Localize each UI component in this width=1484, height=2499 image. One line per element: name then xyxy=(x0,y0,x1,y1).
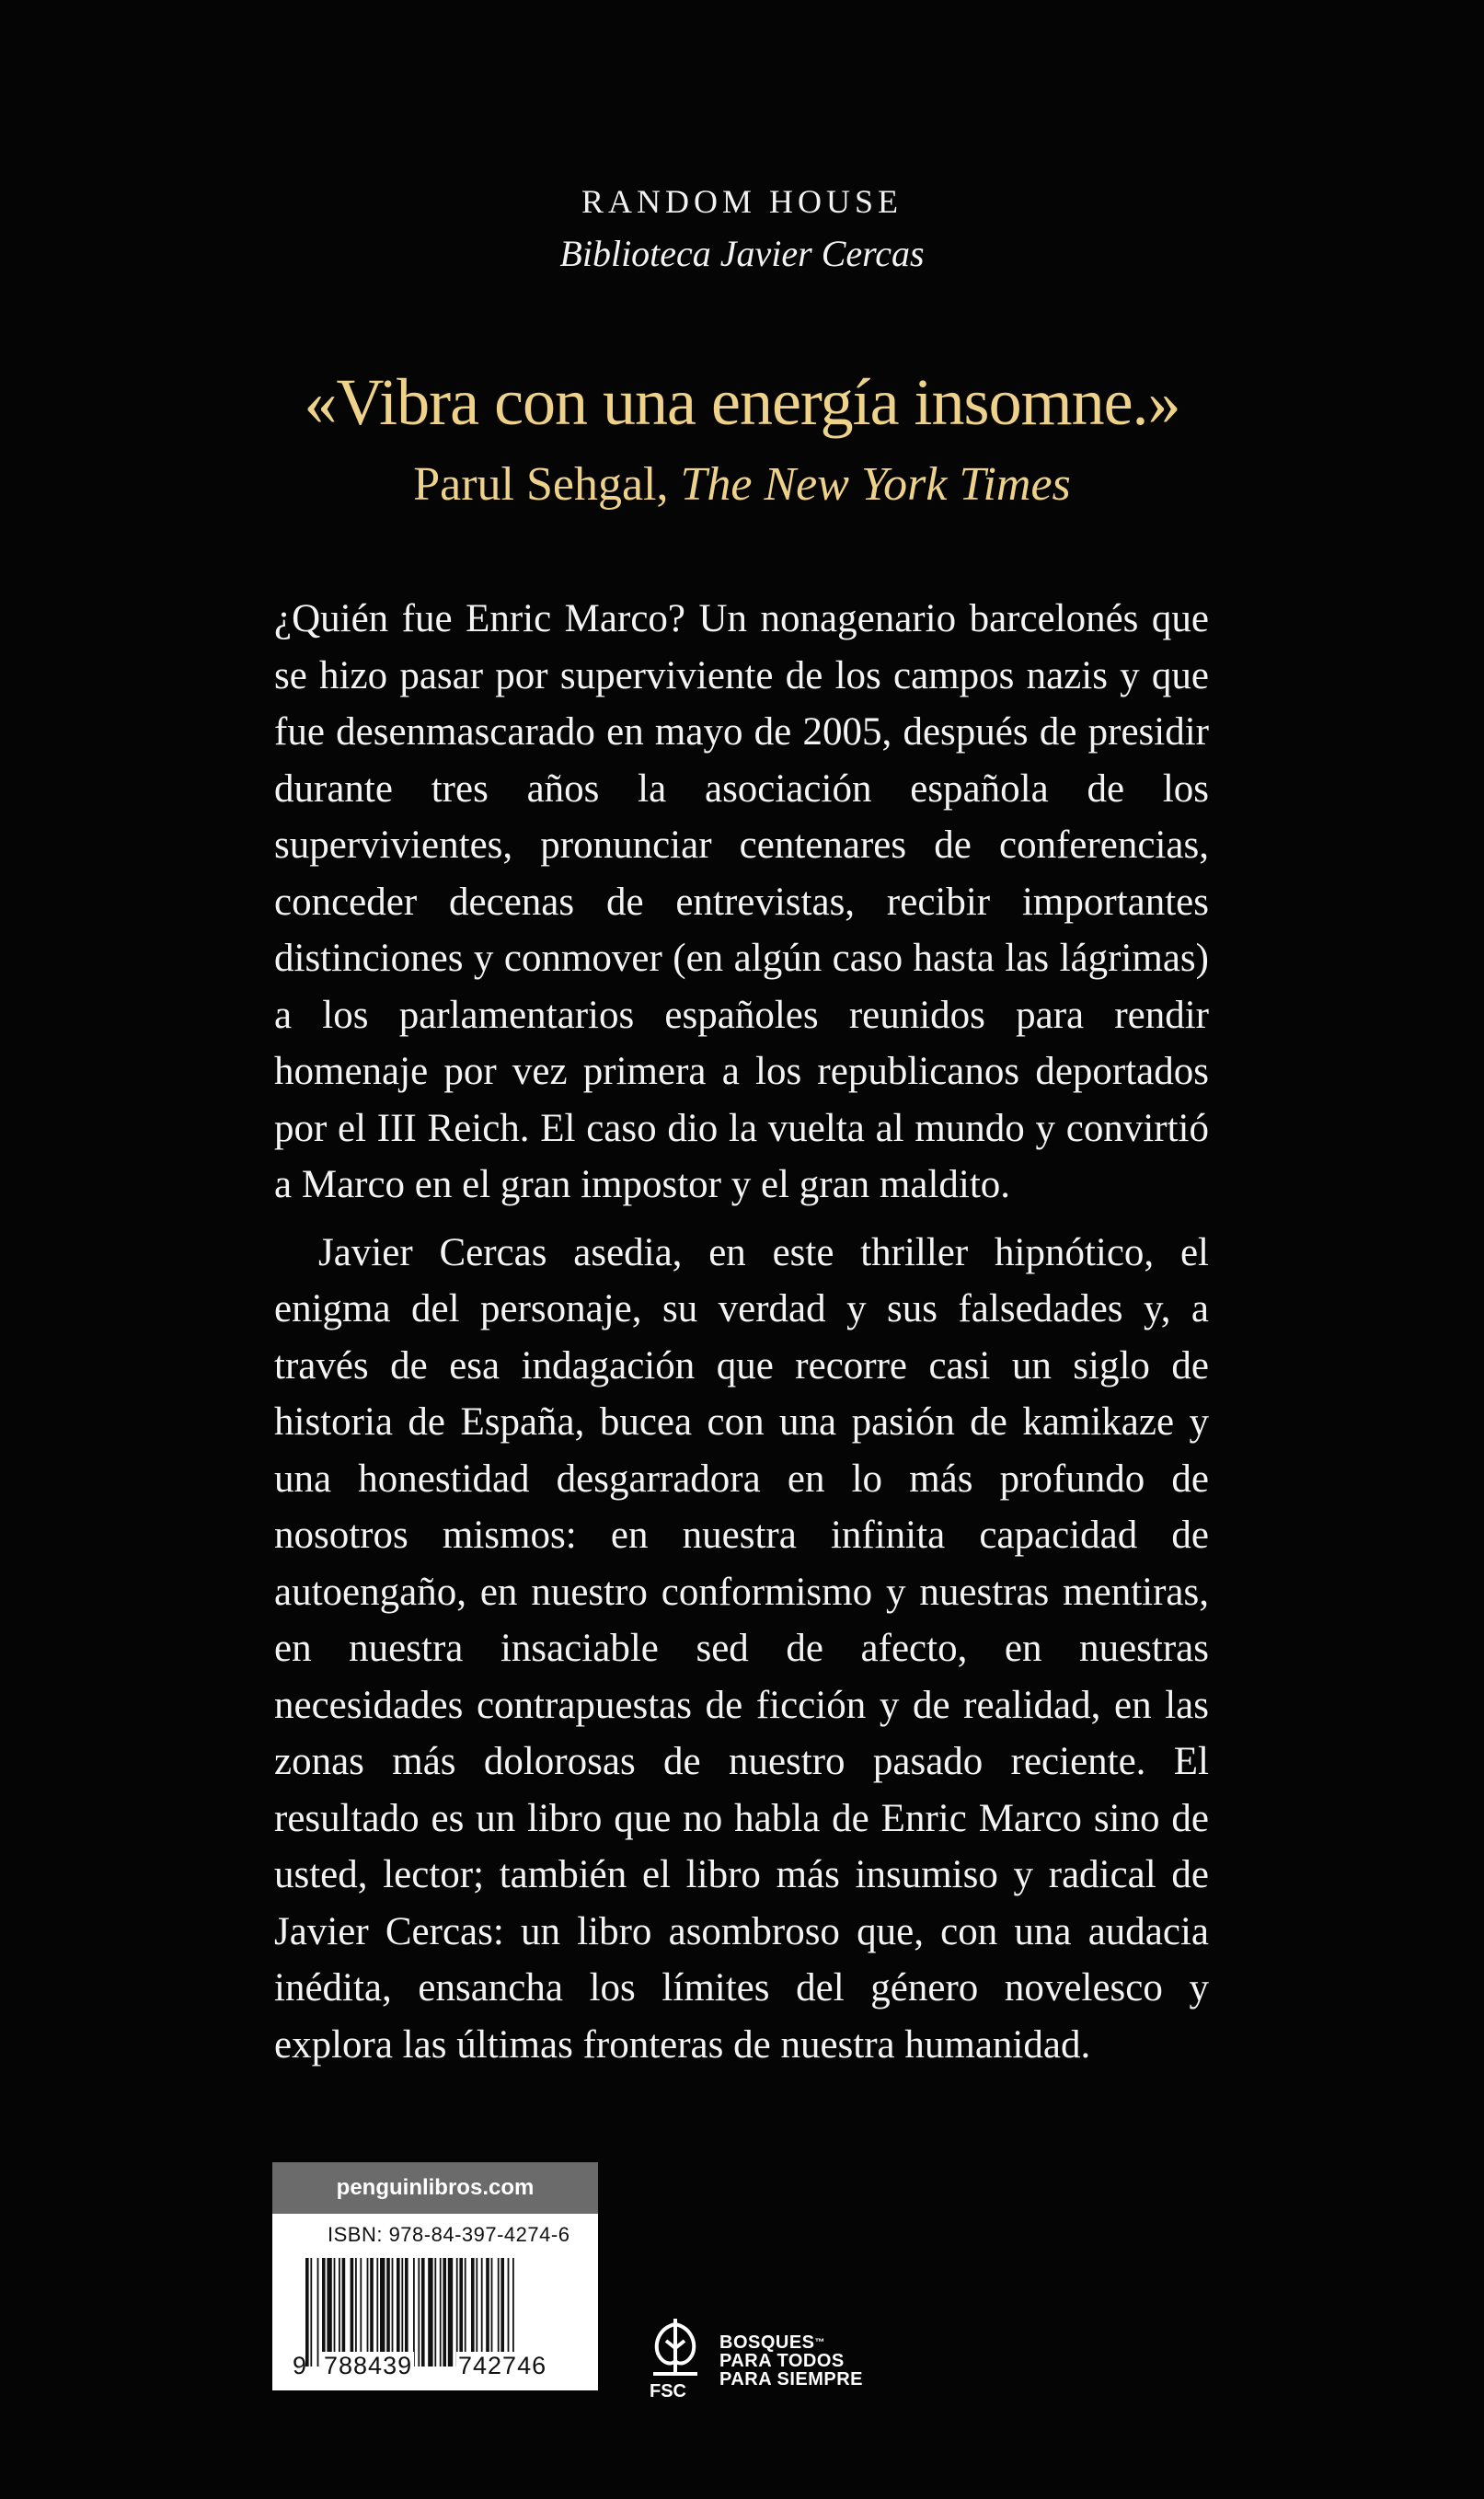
barcode-bar xyxy=(397,2258,400,2367)
barcode-bar xyxy=(376,2258,378,2367)
barcode-bar xyxy=(327,2258,331,2367)
fsc-tree-icon xyxy=(640,2313,710,2383)
fsc-logo xyxy=(640,2313,880,2405)
barcode-bar xyxy=(413,2258,415,2367)
barcode-block xyxy=(272,2162,598,2390)
quote-outlet: The New York Times xyxy=(680,458,1071,511)
barcode-bar xyxy=(440,2258,442,2367)
barcode-bar xyxy=(342,2258,346,2367)
barcode-bar xyxy=(421,2258,425,2367)
quote-text: «Vibra con una energía insomne.» xyxy=(304,365,1180,439)
trademark-mark: ™ xyxy=(814,2337,826,2348)
publisher-name: RANDOM HOUSE xyxy=(581,183,903,220)
barcode-bar xyxy=(392,2258,394,2367)
barcode-bar xyxy=(322,2258,326,2367)
barcode-bar xyxy=(428,2258,432,2367)
barcode-bar xyxy=(456,2258,458,2367)
barcode-bar xyxy=(317,2258,319,2367)
barcode-bars xyxy=(293,2258,580,2367)
barcode-bar xyxy=(512,2258,514,2367)
fsc-line-1-text: BOSQUES xyxy=(719,2332,815,2353)
book-blurb xyxy=(274,591,1209,2073)
barcode-bar xyxy=(508,2258,510,2367)
fsc-line-3: PARA SIEMPRE xyxy=(719,2369,864,2390)
barcode-bar xyxy=(443,2258,446,2367)
barcode-bar xyxy=(334,2258,336,2367)
barcode-bar xyxy=(500,2258,504,2367)
barcode-bar xyxy=(405,2258,408,2367)
barcode-bar xyxy=(401,2258,403,2367)
fsc-line-1 xyxy=(719,2333,825,2352)
barcode-bar xyxy=(491,2258,493,2367)
barcode-bar xyxy=(486,2258,489,2367)
barcode-bar xyxy=(459,2258,463,2367)
barcode-bar xyxy=(476,2258,477,2367)
barcode-bar xyxy=(448,2258,453,2367)
isbn-number: ISBN: 978-84-397-4274-6 xyxy=(328,2223,570,2246)
review-quote xyxy=(0,363,1484,515)
barcode-bar xyxy=(339,2258,340,2367)
barcode-bar xyxy=(360,2258,362,2367)
barcode-bar xyxy=(380,2258,385,2367)
quote-source xyxy=(0,455,1484,515)
barcode-bar xyxy=(355,2258,357,2367)
barcode-bar xyxy=(367,2258,369,2367)
barcode-bar xyxy=(498,2258,500,2367)
blurb-paragraph-1: ¿Quién fue Enric Marco? Un nonagenario barcelonés que se hizo pasar por superviviente de los campos nazis y que fue desenmascarado en mayo de 2005, después de presidir durante tres años la asociación española de los supervivientes, pronunciar centenares de conferencias, conceder decenas de entrevistas, recibir importantes distinciones y conmover (en algún caso hasta las lágrimas) a los parlamentarios españoles reunidos para rendir homenaje por vez primera a los republicanos deportados por el III Reich. El caso dio la vuelta al mundo y convirtió a Marco en el gran impostor y el gran maldito. xyxy=(274,597,1209,1206)
barcode-bar xyxy=(386,2258,390,2367)
imprint xyxy=(0,178,1484,280)
blurb-paragraph-2: Javier Cercas asedia, en este thriller hipnótico, el enigma del personaje, su verdad y sus falsedades y, a través de esa indagación que recorre casi un siglo de historia de España, bucea con una pasión de kamikaze y una honestidad desgarradora en lo más profundo de nosotros mismos: en nuestra infinita capacidad de autoengaño, en nuestro conformismo y nuestras mentiras, en nuestra insaciable sed de afecto, en nuestras necesidades contrapuestas de ficción y de realidad, en las zonas más dolorosas de nuestro pasado reciente. El resultado es un libro que no habla de Enric Marco sino de usted, lector; también el libro más insumiso y radical de Javier Cercas: un libro asombroso que, con una audacia inédita, ensancha los límites del género novelesco y explora las últimas fronteras de nuestra humanidad. xyxy=(274,1230,1209,2067)
collection-name: Biblioteca Javier Cercas xyxy=(559,233,925,274)
barcode-digits-right: 742746 xyxy=(458,2352,547,2379)
barcode-bar xyxy=(434,2258,436,2367)
barcode-bar xyxy=(351,2258,354,2367)
barcode-digits-left: 788439 xyxy=(324,2352,413,2379)
barcode-bar xyxy=(481,2258,483,2367)
barcode-bar xyxy=(465,2258,466,2367)
barcode-bar xyxy=(305,2258,309,2367)
barcode-bar xyxy=(418,2258,420,2367)
fsc-label: FSC xyxy=(650,2381,686,2401)
barcode-bar xyxy=(370,2258,374,2367)
barcode-bar xyxy=(310,2258,312,2367)
fsc-line-2: PARA TODOS xyxy=(719,2351,845,2371)
barcode-digit-first: 9 xyxy=(293,2352,308,2379)
quote-author: Parul Sehgal, xyxy=(413,458,681,511)
website-url: penguinlibros.com xyxy=(272,2162,598,2214)
barcode-bar xyxy=(471,2258,475,2367)
